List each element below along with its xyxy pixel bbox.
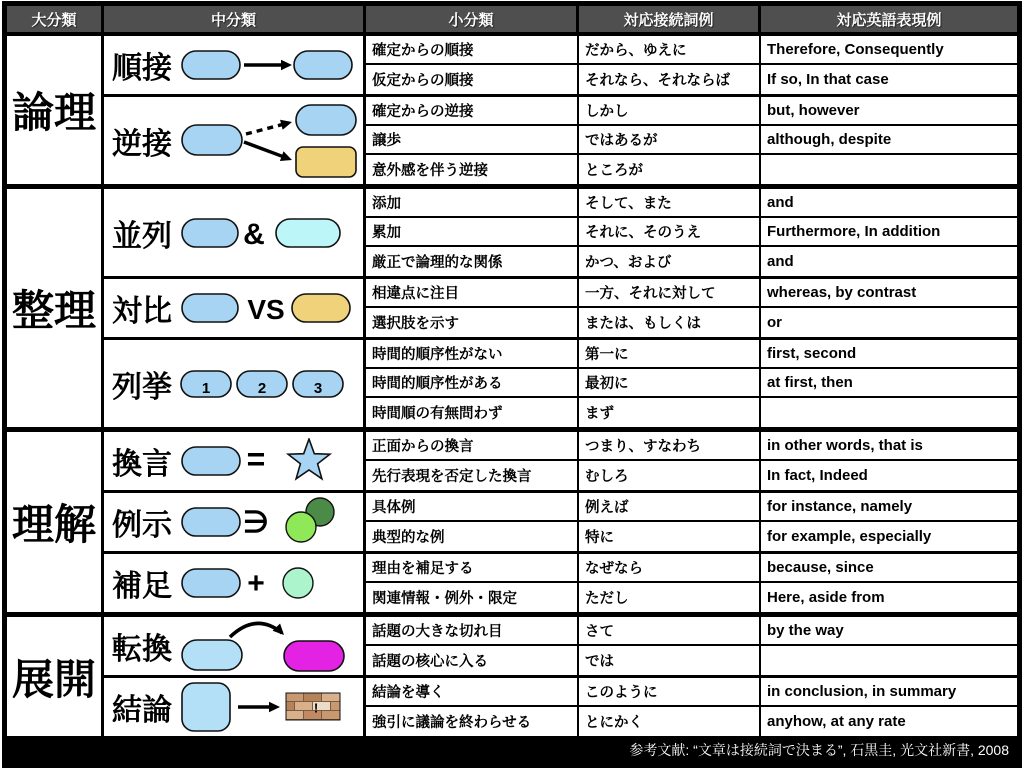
major-group bbox=[7, 617, 1017, 736]
diagram-supplement bbox=[180, 565, 330, 601]
mid-category-label: 順接 bbox=[112, 52, 172, 85]
english-expression-cell bbox=[761, 398, 1017, 427]
english-expression-cell: and bbox=[767, 194, 794, 211]
mid-category-cell bbox=[104, 189, 366, 276]
subcategory-cell: 理由を補足する bbox=[366, 554, 579, 581]
subgroup-rows bbox=[366, 36, 1017, 94]
english-expression-cell: or bbox=[767, 314, 782, 331]
subcategory-cell: 時間的順序性がない bbox=[366, 340, 579, 367]
diagram-transition bbox=[180, 619, 350, 673]
mid-category-label: 結論 bbox=[112, 694, 172, 727]
conjunction-example-cell: とにかく bbox=[579, 707, 761, 736]
mid-category-label: 対比 bbox=[112, 295, 172, 328]
english-expression-cell: Furthermore, In addition bbox=[767, 223, 941, 240]
conjunction-example-cell: 最初に bbox=[579, 369, 761, 396]
diagram-example bbox=[180, 496, 342, 548]
svg-text:3: 3 bbox=[313, 379, 323, 397]
svg-text:+: + bbox=[247, 567, 265, 600]
english-expression-cell: in other words, that is bbox=[767, 437, 923, 454]
conjunction-example-cell: ただし bbox=[579, 583, 761, 612]
table-row bbox=[366, 36, 1017, 65]
subgroup bbox=[104, 97, 1017, 184]
subcategory-cell: 結論を導く bbox=[366, 678, 579, 705]
english-expression-cell: and bbox=[767, 253, 794, 270]
english-expression-cell bbox=[761, 155, 1017, 184]
subgroup-rows bbox=[366, 340, 1017, 427]
mid-category-cell bbox=[104, 432, 366, 490]
conjunction-example-cell: しかし bbox=[579, 97, 761, 124]
table-row bbox=[366, 646, 1017, 675]
mid-category-cell bbox=[104, 678, 366, 736]
diagram-contrast bbox=[180, 290, 352, 326]
conjunction-example-cell: まず bbox=[579, 398, 761, 427]
table-row bbox=[366, 279, 1017, 308]
english-expression-cell: whereas, by contrast bbox=[767, 284, 917, 301]
mid-category-label: 例示 bbox=[112, 509, 172, 542]
conjunction-example-cell: なぜなら bbox=[579, 554, 761, 581]
svg-text:=: = bbox=[246, 441, 266, 477]
major-category-label: 論理 bbox=[11, 89, 96, 136]
english-expression-cell: although, despite bbox=[767, 131, 892, 148]
table-row bbox=[366, 308, 1017, 337]
diagram-sequence bbox=[180, 47, 360, 83]
subgroup-rows bbox=[366, 97, 1017, 184]
table-row bbox=[366, 247, 1017, 276]
conjunction-example-cell: 第一に bbox=[579, 340, 761, 367]
diagram-adversative bbox=[180, 102, 360, 180]
subcategory-cell: 話題の核心に入る bbox=[366, 646, 579, 675]
major-group bbox=[7, 189, 1017, 432]
subgroup bbox=[104, 493, 1017, 554]
conjunction-example-cell: つまり、すなわち bbox=[579, 432, 761, 459]
table-row bbox=[366, 155, 1017, 184]
major-category-cell bbox=[7, 36, 104, 184]
svg-text:∋: ∋ bbox=[242, 506, 270, 539]
table-row bbox=[366, 340, 1017, 369]
mid-category-cell bbox=[104, 617, 366, 675]
conjunction-classification-table bbox=[2, 1, 1022, 768]
subcategory-cell: 確定からの逆接 bbox=[366, 97, 579, 124]
subcategory-cell: 譲歩 bbox=[366, 126, 579, 153]
english-expression-cell: If so, In that case bbox=[767, 71, 889, 88]
table-body bbox=[7, 36, 1017, 736]
conjunction-example-cell: 一方、それに対して bbox=[579, 279, 761, 306]
conjunction-example-cell: では bbox=[579, 646, 761, 675]
subcategory-cell: 話題の大きな切れ目 bbox=[366, 617, 579, 644]
major-category-label: 理解 bbox=[11, 501, 96, 548]
table-row bbox=[366, 617, 1017, 646]
table-row bbox=[366, 65, 1017, 94]
subcategory-cell: 相違点に注目 bbox=[366, 279, 579, 306]
english-expression-cell: because, since bbox=[767, 559, 874, 576]
table-row bbox=[366, 398, 1017, 427]
conjunction-example-cell: そして、また bbox=[579, 189, 761, 216]
conjunction-example-cell: さて bbox=[579, 617, 761, 644]
svg-text:2: 2 bbox=[257, 379, 267, 397]
svg-text:&: & bbox=[243, 217, 265, 251]
table-row bbox=[366, 678, 1017, 707]
major-category-label: 展開 bbox=[11, 655, 96, 703]
english-expression-cell: but, however bbox=[767, 102, 860, 119]
reference-text: 参考文献: “文章は接続詞で決まる”, 石黒圭, 光文社新書, 2008 bbox=[629, 741, 1009, 758]
mid-category-cell bbox=[104, 554, 366, 612]
mid-category-label: 逆接 bbox=[112, 127, 172, 161]
table-header bbox=[7, 6, 1017, 36]
table-row bbox=[366, 126, 1017, 155]
mid-category-label: 転換 bbox=[112, 633, 172, 666]
table-row bbox=[366, 461, 1017, 490]
subcategory-cell: 選択肢を示す bbox=[366, 308, 579, 337]
english-expression-cell: first, second bbox=[767, 345, 857, 362]
english-expression-cell: for instance, namely bbox=[767, 498, 913, 515]
subgroup-rows bbox=[366, 617, 1017, 675]
diagram-enumeration bbox=[180, 369, 348, 399]
english-expression-cell: Here, aside from bbox=[767, 589, 885, 606]
subcategory-cell: 意外感を伴う逆接 bbox=[366, 155, 579, 184]
major-category-label: 整理 bbox=[11, 287, 96, 334]
conjunction-example-cell: 特に bbox=[579, 522, 761, 551]
conjunction-example-cell: むしろ bbox=[579, 461, 761, 490]
english-expression-cell: in conclusion, in summary bbox=[767, 683, 957, 700]
subcategory-cell: 累加 bbox=[366, 218, 579, 245]
table-row bbox=[366, 432, 1017, 461]
table-row bbox=[366, 189, 1017, 218]
conjunction-example-cell: または、もしくは bbox=[579, 308, 761, 337]
conjunction-example-cell: 例えば bbox=[579, 493, 761, 520]
subcategory-cell: 強引に議論を終わらせる bbox=[366, 707, 579, 736]
svg-text:1: 1 bbox=[201, 379, 211, 397]
subcategory-cell: 典型的な例 bbox=[366, 522, 579, 551]
header-cell-0: 大分類 bbox=[7, 6, 104, 32]
subcategory-cell: 関連情報・例外・限定 bbox=[366, 583, 579, 612]
major-category-cell bbox=[7, 432, 104, 612]
subcategory-cell: 確定からの順接 bbox=[366, 36, 579, 63]
table-row bbox=[366, 97, 1017, 126]
subgroup-rows bbox=[366, 279, 1017, 337]
conjunction-example-cell: このように bbox=[579, 678, 761, 705]
mid-category-cell bbox=[104, 493, 366, 551]
table-row bbox=[366, 554, 1017, 583]
subcategory-cell: 厳正で論理的な関係 bbox=[366, 247, 579, 276]
mid-category-cell bbox=[104, 36, 366, 94]
table-row bbox=[366, 583, 1017, 612]
major-group bbox=[7, 36, 1017, 189]
mid-category-label: 並列 bbox=[112, 219, 172, 253]
subgroup-rows bbox=[366, 432, 1017, 490]
english-expression-cell: at first, then bbox=[767, 374, 853, 391]
english-expression-cell: In fact, Indeed bbox=[767, 467, 868, 484]
group-body bbox=[104, 432, 1017, 612]
subcategory-cell: 仮定からの順接 bbox=[366, 65, 579, 94]
subgroup bbox=[104, 432, 1017, 493]
subgroup bbox=[104, 340, 1017, 427]
subcategory-cell: 時間的順序性がある bbox=[366, 369, 579, 396]
header-cell-3: 対応接続詞例 bbox=[579, 6, 761, 32]
english-expression-cell: anyhow, at any rate bbox=[767, 713, 906, 730]
mid-category-label: 換言 bbox=[112, 448, 172, 481]
header-cell-2: 小分類 bbox=[366, 6, 579, 32]
group-body bbox=[104, 189, 1017, 427]
subgroup bbox=[104, 36, 1017, 97]
mid-category-cell bbox=[104, 340, 366, 427]
mid-category-cell bbox=[104, 97, 366, 184]
subcategory-cell: 先行表現を否定した換言 bbox=[366, 461, 579, 490]
subcategory-cell: 時間順の有無問わず bbox=[366, 398, 579, 427]
conjunction-example-cell: だから、ゆえに bbox=[579, 36, 761, 63]
english-expression-cell: by the way bbox=[767, 622, 844, 639]
header-cell-1: 中分類 bbox=[104, 6, 366, 32]
group-body bbox=[104, 617, 1017, 736]
conjunction-example-cell: ではあるが bbox=[579, 126, 761, 153]
table-row bbox=[366, 522, 1017, 551]
header-cell-4: 対応英語表現例 bbox=[836, 11, 942, 29]
diagram-parallel bbox=[180, 215, 346, 251]
subcategory-cell: 正面からの換言 bbox=[366, 432, 579, 459]
subgroup bbox=[104, 189, 1017, 279]
svg-text:!: ! bbox=[313, 700, 319, 716]
subgroup bbox=[104, 678, 1017, 736]
subgroup bbox=[104, 279, 1017, 340]
subgroup bbox=[104, 617, 1017, 678]
mid-category-label: 列挙 bbox=[112, 370, 172, 404]
english-expression-cell: Therefore, Consequently bbox=[767, 41, 944, 58]
subcategory-cell: 添加 bbox=[366, 189, 579, 216]
diagram-conclusion bbox=[180, 681, 346, 733]
subgroup-rows bbox=[366, 493, 1017, 551]
conjunction-example-cell: それなら、それならば bbox=[579, 65, 761, 94]
table-row bbox=[366, 493, 1017, 522]
english-expression-cell bbox=[761, 646, 1017, 675]
subgroup bbox=[104, 554, 1017, 612]
conjunction-example-cell: かつ、および bbox=[579, 247, 761, 276]
reference-footer bbox=[7, 736, 1017, 763]
svg-text:VS: VS bbox=[247, 294, 285, 325]
diagram-paraphrase bbox=[180, 438, 338, 484]
mid-category-label: 補足 bbox=[112, 570, 172, 603]
major-category-cell bbox=[7, 617, 104, 736]
subgroup-rows bbox=[366, 189, 1017, 276]
table-row bbox=[366, 218, 1017, 247]
conjunction-example-cell: それに、そのうえ bbox=[579, 218, 761, 245]
major-group bbox=[7, 432, 1017, 617]
subgroup-rows bbox=[366, 554, 1017, 612]
major-category-cell bbox=[7, 189, 104, 427]
mid-category-cell bbox=[104, 279, 366, 337]
table-row bbox=[366, 369, 1017, 398]
subgroup-rows bbox=[366, 678, 1017, 736]
conjunction-example-cell: ところが bbox=[579, 155, 761, 184]
group-body bbox=[104, 36, 1017, 184]
english-expression-cell: for example, especially bbox=[767, 528, 932, 545]
subcategory-cell: 具体例 bbox=[366, 493, 579, 520]
table-row bbox=[366, 707, 1017, 736]
